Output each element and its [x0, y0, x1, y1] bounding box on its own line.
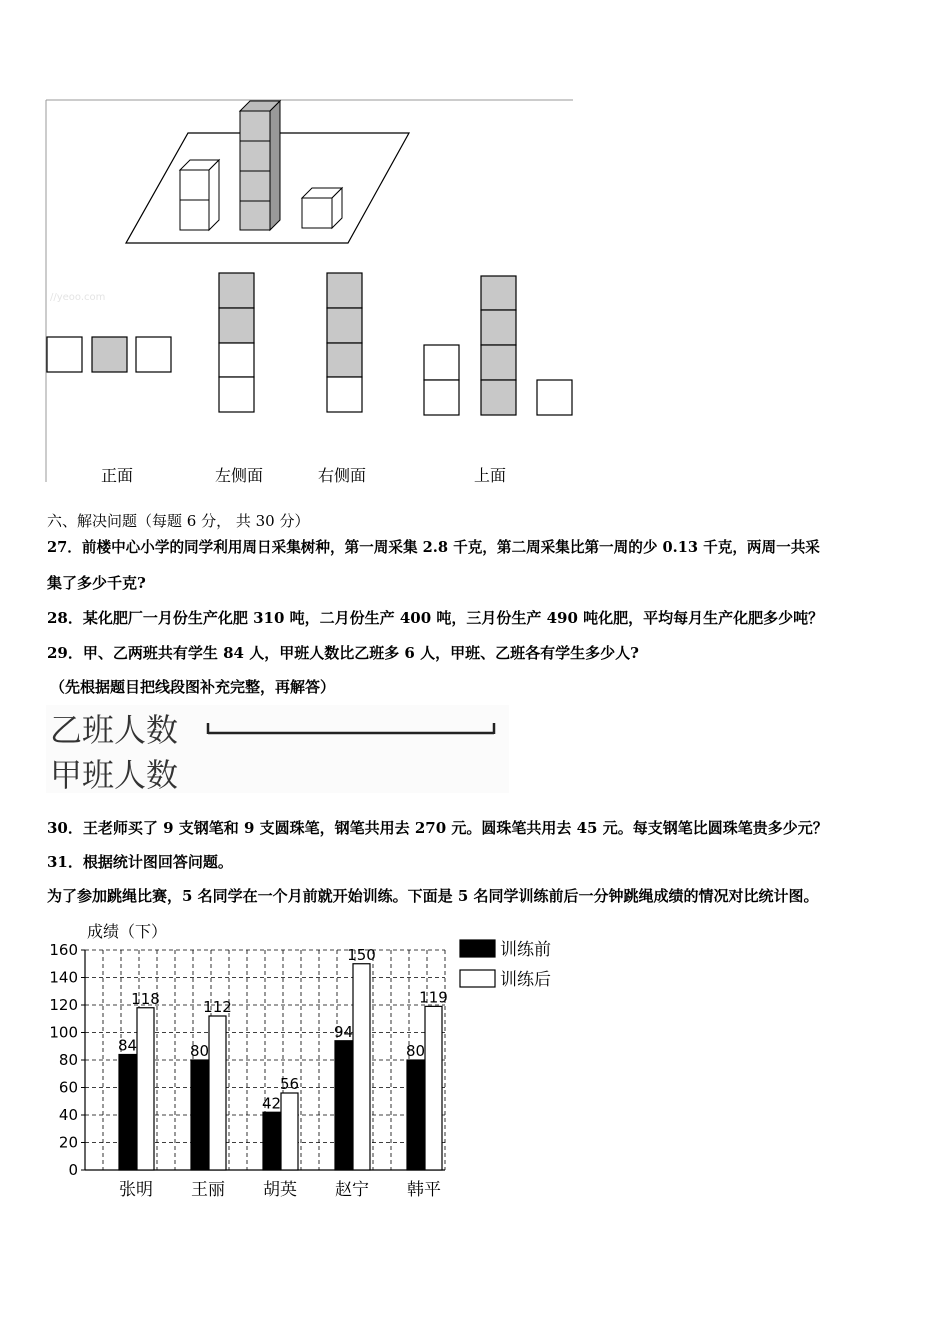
bar-value-label: 56 [279, 1075, 300, 1093]
cube-single-right [302, 188, 342, 228]
cube-stack-left [180, 160, 219, 230]
segment-label-class-a: 甲班人数 [50, 756, 179, 794]
y-tick-label: 120 [49, 996, 78, 1014]
bar-value-label: 112 [203, 998, 232, 1016]
bar-after [281, 1093, 298, 1170]
bar-after [353, 964, 370, 1170]
cube-stack-middle [240, 101, 280, 230]
bar-value-label: 94 [333, 1022, 354, 1041]
question-30: 30．王老师买了 9 支钢笔和 9 支圆珠笔，钢笔共用去 270 元。圆珠笔共用去 45 元。每支钢笔比圆珠笔贵多少元？ [47, 819, 828, 837]
right-side-view [327, 273, 362, 412]
legend-swatch [460, 940, 495, 957]
question-29: 29．甲、乙两班共有学生 84 人，甲班人数比乙班多 6 人，甲班、乙班各有学生多少人? [47, 644, 639, 662]
section-title: 六、解决问题（每题 6 分， 共 30 分） [47, 512, 310, 530]
cube-views-figure [0, 0, 600, 490]
bar-chart [40, 912, 580, 1212]
y-tick-label: 60 [58, 1078, 78, 1097]
bar-chart-svg [40, 912, 580, 1212]
top-view [424, 276, 572, 415]
legend-label: 训练后 [500, 970, 551, 990]
x-category-label: 胡英 [263, 1180, 297, 1200]
y-tick-label: 140 [49, 968, 78, 987]
x-category-label: 赵宁 [335, 1180, 369, 1200]
x-category-label: 张明 [119, 1180, 153, 1200]
y-tick-label: 20 [58, 1133, 78, 1152]
bar-value-label: 84 [117, 1036, 138, 1055]
question-27-line2: 集了多少千克? [47, 574, 146, 592]
question-31-description: 为了参加跳绳比赛，5 名同学在一个月前就开始训练。下面是 5 名同学训练前后一分钟跳绳成绩的情况对比统计图。 [47, 887, 819, 905]
legend-label: 训练前 [500, 940, 551, 960]
bar-before [191, 1060, 208, 1170]
x-category-label: 王丽 [191, 1180, 225, 1200]
question-27-line1: 27．前楼中心小学的同学利用周日采集树种，第一周采集 2.8 千克，第二周采集比第一周的少 0.13 千克，两周一共采 [47, 539, 820, 556]
label-front: 正面 [101, 466, 134, 485]
y-tick-label: 80 [58, 1051, 78, 1069]
bar-value-label: 118 [131, 989, 160, 1008]
y-tick-label: 0 [68, 1161, 78, 1179]
bar-before [263, 1112, 280, 1170]
bar-value-label: 42 [261, 1094, 282, 1113]
chart-ylabel: 成绩（下） [87, 922, 168, 941]
label-right-side: 右侧面 [318, 466, 367, 485]
left-side-view [219, 273, 254, 412]
label-top: 上面 [474, 466, 507, 485]
bar-value-label: 80 [405, 1042, 426, 1060]
watermark: //yeoo.com [50, 292, 106, 303]
bar-before [407, 1060, 424, 1170]
front-view [47, 337, 171, 372]
bar-value-label: 119 [419, 988, 448, 1007]
segment-label-class-b: 乙班人数 [50, 711, 179, 749]
y-tick-label: 100 [49, 1023, 78, 1042]
y-tick-label: 160 [49, 941, 78, 959]
x-category-label: 韩平 [407, 1180, 441, 1200]
bar-before [335, 1041, 352, 1170]
question-28: 28．某化肥厂一月份生产化肥 310 吨，二月份生产 400 吨，三月份生产 490 吨化肥，平均每月生产化肥多少吨？ [47, 609, 824, 627]
bar-value-label: 80 [189, 1042, 210, 1060]
label-left-side: 左侧面 [215, 466, 264, 485]
question-31: 31．根据统计图回答问题。 [47, 853, 233, 871]
bar-value-label: 150 [347, 945, 376, 964]
bar-after [137, 1008, 154, 1170]
legend-swatch [460, 970, 495, 987]
cube-views-svg [0, 0, 600, 490]
question-29-note: （先根据题目把线段图补充完整，再解答） [50, 678, 336, 696]
bar-before [119, 1055, 136, 1171]
bar-after [425, 1006, 442, 1170]
bar-after [209, 1016, 226, 1170]
y-tick-label: 40 [58, 1106, 78, 1124]
